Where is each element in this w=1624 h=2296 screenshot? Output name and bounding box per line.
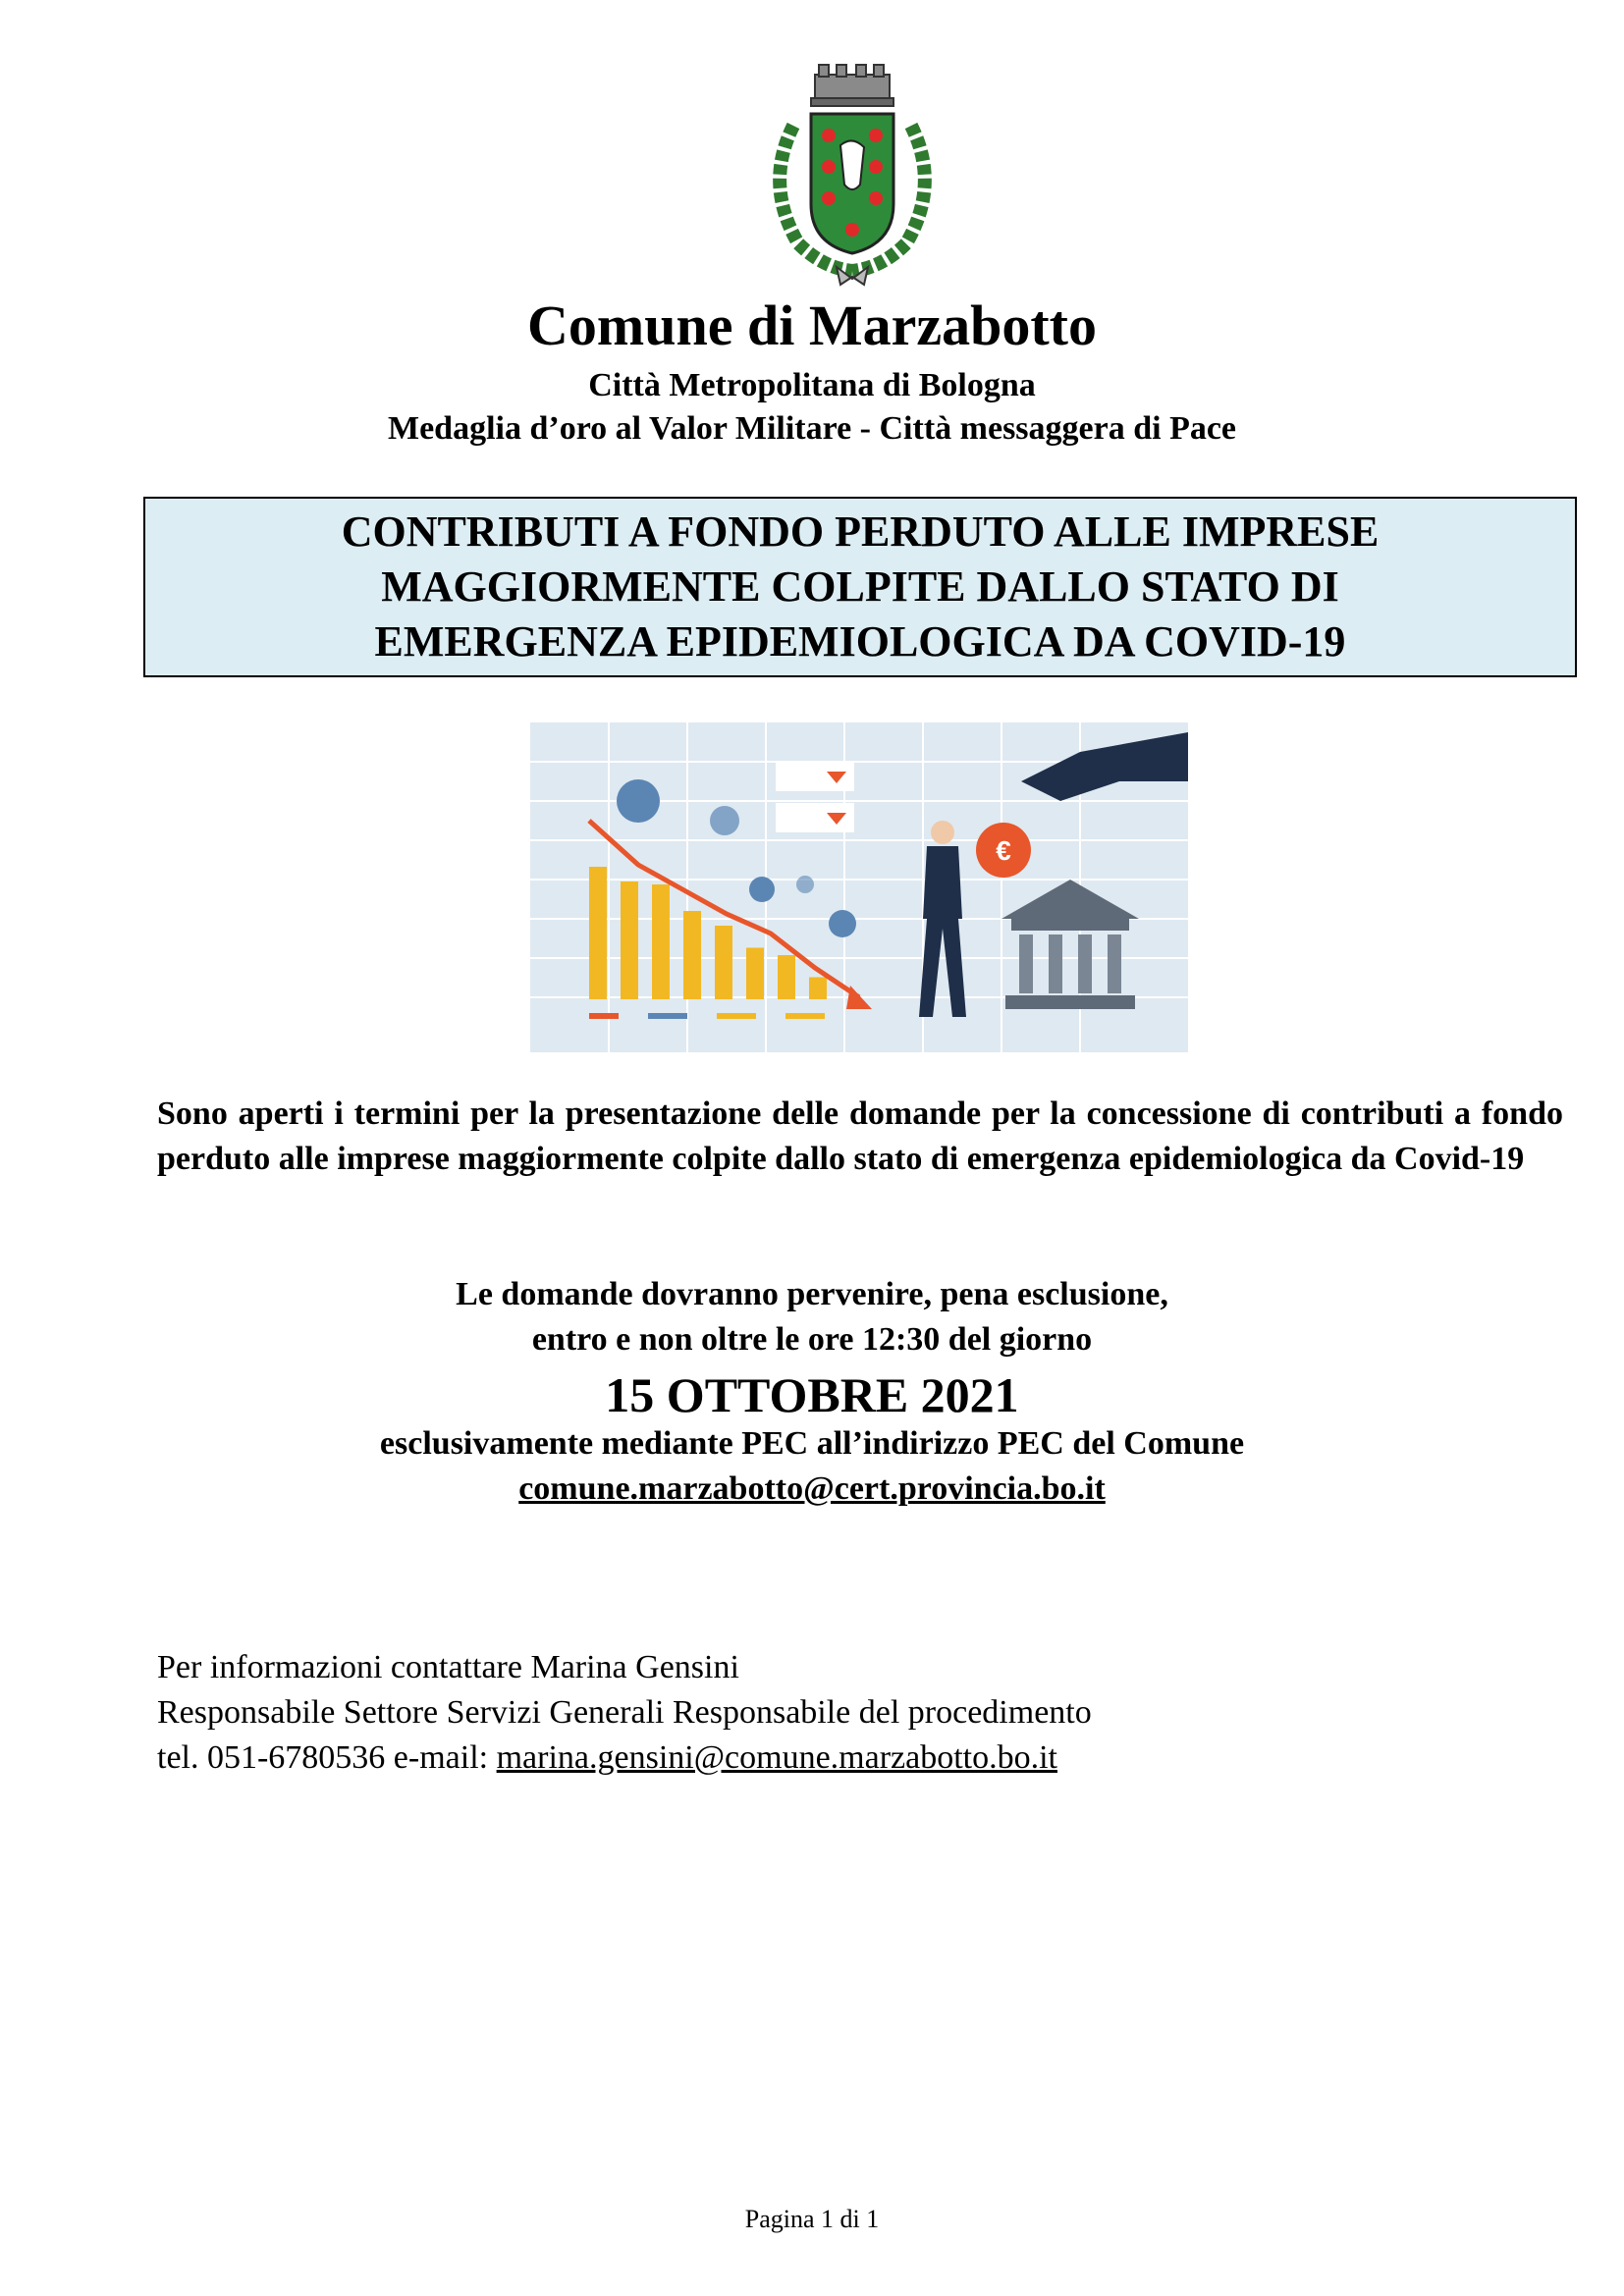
illustration-bar — [746, 948, 764, 1000]
status-card — [776, 762, 854, 791]
deadline-line-1: Le domande dovranno pervenire, pena esclusione, — [456, 1276, 1168, 1312]
illustration-bar — [621, 881, 638, 999]
virus-icon — [749, 877, 775, 902]
contact-line-2: Responsabile Settore Servizi Generali Responsabile del procedimento — [157, 1694, 1092, 1731]
illustration-bar — [809, 978, 827, 1000]
notice-title-line: MAGGIORMENTE COLPITE DALLO STATO DI — [381, 562, 1339, 611]
bank-base — [1005, 995, 1135, 1009]
contact-email-link[interactable]: marina.gensini@comune.marzabotto.bo.it — [496, 1739, 1057, 1776]
person-head — [931, 821, 954, 844]
illustration-bar — [715, 926, 732, 999]
covid-economy-illustration — [530, 722, 1188, 1052]
deadline-line-2: entro e non oltre le ore 12:30 del giorno — [531, 1321, 1093, 1358]
notice-title-line: CONTRIBUTI A FONDO PERDUTO ALLE IMPRESE — [341, 507, 1380, 556]
deadline-date: 15 OTTOBRE 2021 — [605, 1367, 1019, 1422]
virus-icon — [617, 779, 660, 823]
municipality-title: Comune di Marzabotto — [527, 294, 1097, 357]
contact-line-3 — [157, 1739, 1057, 1777]
virus-icon — [710, 806, 739, 835]
coat-of-arms-emblem — [754, 57, 950, 293]
illustration-bar — [589, 867, 607, 999]
illustration-bar — [778, 955, 795, 999]
notice-intro-paragraph: Sono aperti i termini per la presentazione delle domande per la concessione di contributi a fondo perduto alle imprese maggiormente colpite dallo stato di emergenza epidemiologica da Covid-19 — [157, 1095, 1563, 1177]
notice-title-box — [143, 497, 1577, 677]
contact-phone: tel. 051-6780536 e-mail: — [157, 1739, 497, 1776]
notice-title-line: EMERGENZA EPIDEMIOLOGICA DA COVID-19 — [374, 617, 1346, 666]
municipality-subtitle: Città Metropolitana di Bologna — [588, 367, 1036, 403]
euro-icon: € — [996, 835, 1011, 866]
person-body — [923, 846, 962, 919]
virus-icon — [796, 876, 814, 893]
virus-icon — [829, 910, 856, 937]
contact-line-1: Per informazioni contattare Marina Gensini — [157, 1649, 739, 1685]
illustration-bar — [652, 884, 670, 999]
page-number: Pagina 1 di 1 — [744, 2205, 880, 2233]
pec-address-link[interactable]: comune.marzabotto@cert.provincia.bo.it — [518, 1470, 1106, 1507]
bank-beam — [1011, 919, 1129, 931]
status-card — [776, 803, 854, 832]
illustration-bar — [683, 911, 701, 999]
submission-method: esclusivamente mediante PEC all’indirizzo PEC del Comune — [379, 1425, 1245, 1462]
municipality-honors: Medaglia d’oro al Valor Militare - Città messaggera di Pace — [387, 410, 1237, 447]
